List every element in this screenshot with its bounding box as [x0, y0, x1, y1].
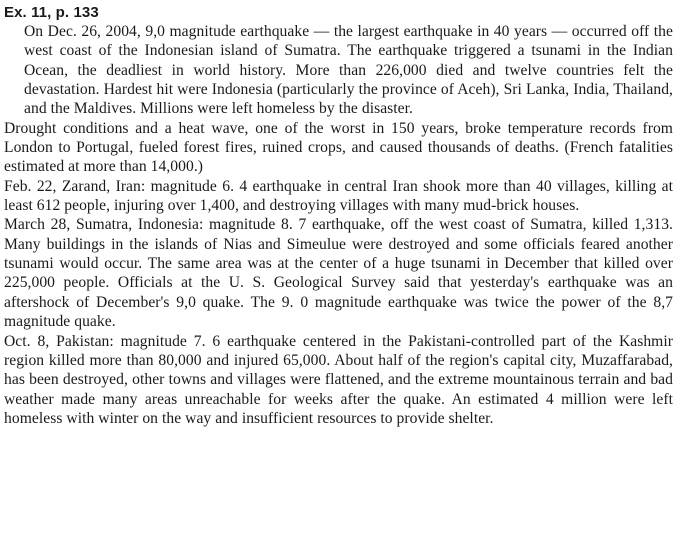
paragraph-iran: Feb. 22, Zarand, Iran: magnitude 6. 4 earthquake in central Iran shook more than 40 villages, killing at least 612 people, injuring over 1,400, and destroying villages with many mud-brick houses. — [4, 177, 673, 215]
paragraph-sumatra-march: March 28, Sumatra, Indonesia: magnitude 8. 7 earthquake, off the west coast of Sumatra, killed 1,313. Many buildings in the islands of Nias and Simeulue were destroyed and some officials feared another tsunami would occur. The same area was at the center of a huge tsunami in December that killed over 225,000 people. Officials at the U. S. Geological Survey said that yesterday's earthquake was an aftershock of December's 9,0 quake. The 9. 0 magnitude earthquake was twice the power of the 8,7 magnitude quake. — [4, 216, 673, 331]
exercise-text — [4, 22, 673, 428]
paragraph-heat-wave: Drought conditions and a heat wave, one of the worst in 150 years, broke temperature records from London to Portugal, fueled forest fires, ruined crops, and caused thousands of deaths. (French fatalities estimated at more than 14,000.) — [4, 119, 673, 176]
paragraph-sumatra-2004: On Dec. 26, 2004, 9,0 magnitude earthquake — the largest earthquake in 40 years — occurred off the west coast of the Indonesian island of Sumatra. The earthquake triggered a tsunami in the Indian Ocean, the deadliest in world history. More than 226,000 died and twelve countries felt the devastation. Hardest hit were Indonesia (particularly the province of Aceh), Sri Lanka, India, Thailand, and the Maldives. Millions were left homeless by the disaster. — [24, 23, 673, 118]
exercise-heading: Ex. 11, p. 133 — [4, 4, 99, 21]
paragraph-pakistan: Oct. 8, Pakistan: magnitude 7. 6 earthquake centered in the Pakistani-controlled part of the Kashmir region killed more than 80,000 and injured 65,000. About half of the region's capital city, Muzaffarabad, has been destroyed, other towns and villages were flattened, and the extreme mountainous terrain and bad weather made many areas unreachable for weeks after the quake. An estimated 4 million were left homeless with winter on the way and insufficient resources to provide shelter. — [4, 332, 673, 427]
